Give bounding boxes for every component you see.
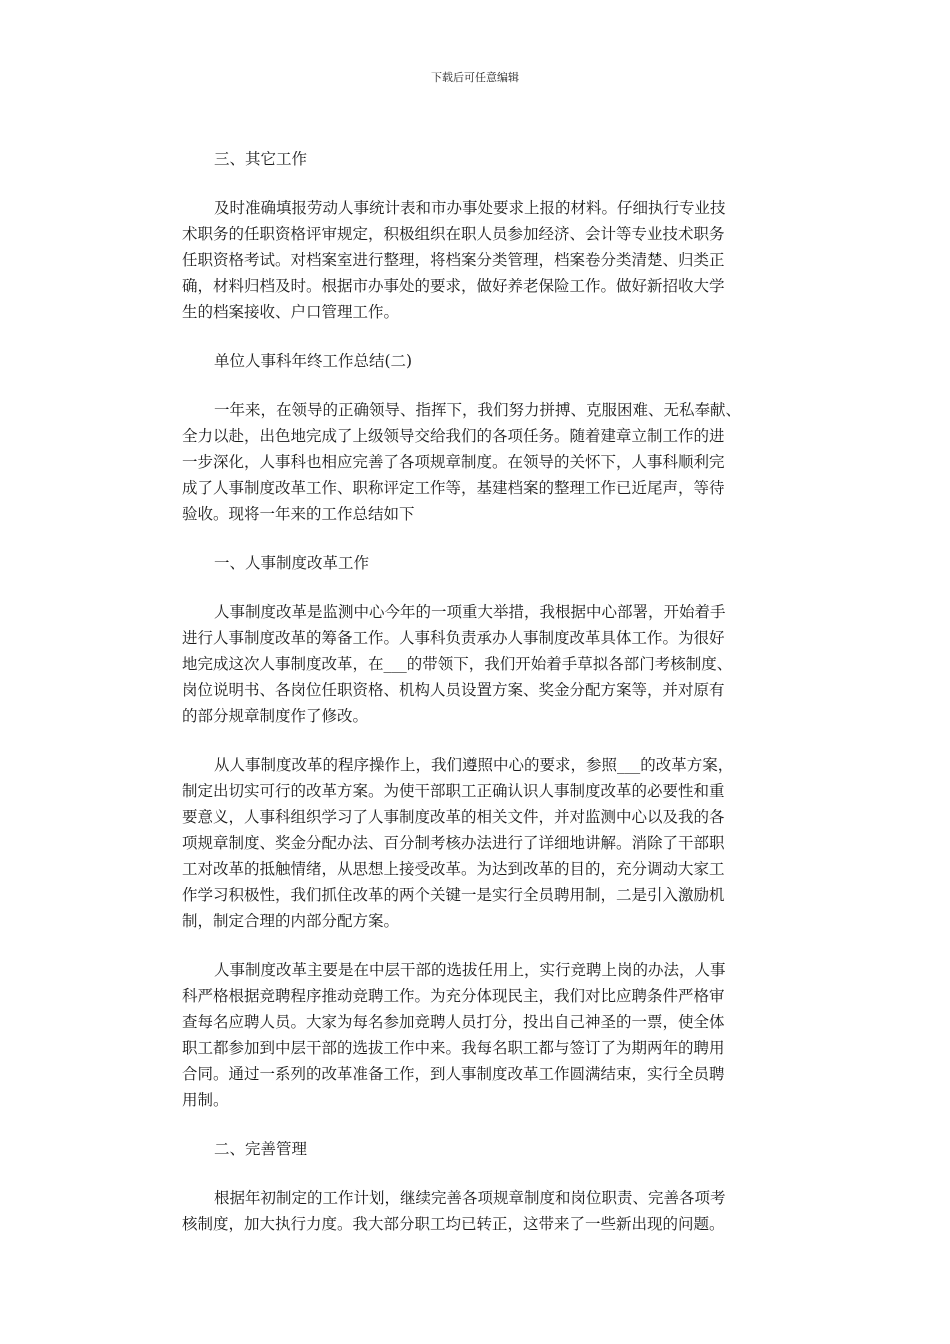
paragraph-line: 查每名应聘人员。大家为每名参加竞聘人员打分，投出自己神圣的一票，使全体 — [182, 1013, 725, 1031]
document-body — [182, 146, 772, 1237]
paragraph-line: 要意义，人事科组织学习了人事制度改革的相关文件，并对监测中心以及我的各 — [182, 808, 725, 826]
paragraph-line: 验收。现将一年来的工作总结如下 — [182, 505, 415, 523]
paragraph-line: 职工都参加到中层干部的选拔工作中来。我每名职工都与签订了为期两年的聘用 — [182, 1039, 725, 1057]
section-heading: 二、完善管理 — [214, 1140, 308, 1158]
page-header-note: 下载后可任意编辑 — [431, 71, 519, 84]
section-heading: 一、人事制度改革工作 — [214, 554, 370, 572]
paragraph-line: 用制。 — [182, 1091, 229, 1109]
paragraph-line: 术职务的任职资格评审规定，积极组织在职人员参加经济、会计等专业技术职务 — [182, 225, 725, 243]
paragraph-line: 一年来，在领导的正确领导、指挥下，我们努力拼搏、克服困难、无私奉献、 — [214, 401, 742, 419]
paragraph — [182, 195, 772, 325]
paragraph-line: 核制度，加大执行力度。我大部分职工均已转正，这带来了一些新出现的问题。 — [182, 1215, 725, 1233]
paragraph-line: 地完成这次人事制度改革，在___的带领下，我们开始着手草拟各部门考核制度、 — [182, 655, 733, 673]
paragraph-line: 科严格根据竞聘程序推动竞聘工作。为充分体现民主，我们对比应聘条件严格审 — [182, 987, 725, 1005]
paragraph-line: 一步深化，人事科也相应完善了各项规章制度。在领导的关怀下，人事科顺利完 — [182, 453, 725, 471]
paragraph-line: 全力以赴，出色地完成了上级领导交给我们的各项任务。随着建章立制工作的进 — [182, 427, 725, 445]
paragraph — [182, 599, 772, 729]
paragraph-line: 作学习积极性，我们抓住改革的两个关键一是实行全员聘用制，二是引入激励机 — [182, 886, 725, 904]
paragraph-line: 的部分规章制度作了修改。 — [182, 707, 369, 725]
paragraph-line: 根据年初制定的工作计划，继续完善各项规章制度和岗位职责、完善各项考 — [214, 1189, 726, 1207]
paragraph — [182, 957, 772, 1113]
paragraph-line: 人事制度改革主要是在中层干部的选拔任用上，实行竞聘上岗的办法，人事 — [214, 961, 726, 979]
paragraph-line: 及时准确填报劳动人事统计表和市办事处要求上报的材料。仔细执行专业技 — [214, 199, 726, 217]
paragraph-line: 确，材料归档及时。根据市办事处的要求，做好养老保险工作。做好新招收大学 — [182, 277, 725, 295]
paragraph-line: 人事制度改革是监测中心今年的一项重大举措，我根据中心部署，开始着手 — [214, 603, 726, 621]
paragraph-line: 制，制定合理的内部分配方案。 — [182, 912, 400, 930]
paragraph-line: 任职资格考试。对档案室进行整理，将档案分类管理，档案卷分类清楚、归类正 — [182, 251, 725, 269]
paragraph-line: 从人事制度改革的程序操作上，我们遵照中心的要求，参照___的改革方案， — [214, 756, 734, 774]
paragraph-line: 进行人事制度改革的筹备工作。人事科负责承办人事制度改革具体工作。为很好 — [182, 629, 725, 647]
paragraph-line: 岗位说明书、各岗位任职资格、机构人员设置方案、奖金分配方案等，并对原有 — [182, 681, 725, 699]
paragraph — [182, 1185, 772, 1237]
paragraph-line: 生的档案接收、户口管理工作。 — [182, 303, 400, 321]
document-subtitle: 单位人事科年终工作总结(二) — [214, 352, 413, 370]
paragraph-line: 项规章制度、奖金分配办法、百分制考核办法进行了详细地讲解。消除了干部职 — [182, 834, 725, 852]
section-heading: 三、其它工作 — [214, 150, 308, 168]
paragraph — [182, 397, 772, 527]
paragraph-line: 合同。通过一系列的改革准备工作，到人事制度改革工作圆满结束，实行全员聘 — [182, 1065, 725, 1083]
paragraph — [182, 752, 772, 934]
paragraph-line: 成了人事制度改革工作、职称评定工作等，基建档案的整理工作已近尾声，等待 — [182, 479, 725, 497]
paragraph-line: 工对改革的抵触情绪，从思想上接受改革。为达到改革的目的，充分调动大家工 — [182, 860, 725, 878]
paragraph-line: 制定出切实可行的改革方案。为使干部职工正确认识人事制度改革的必要性和重 — [182, 782, 725, 800]
